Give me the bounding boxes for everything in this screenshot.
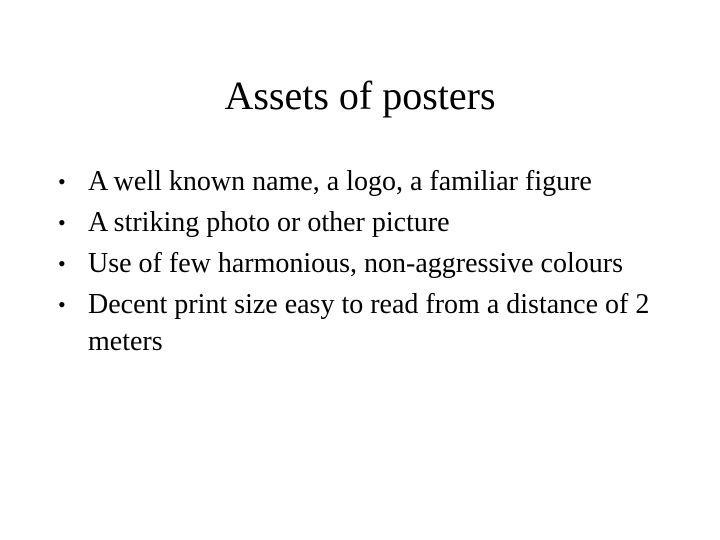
bullet-marker: • (58, 292, 66, 317)
bullet-marker: • (58, 169, 66, 194)
bullet-item-print-size (58, 286, 658, 360)
slide-title: Assets of posters (224, 73, 496, 118)
bullet-item-striking-photo (58, 204, 658, 241)
bullet-text: A striking photo or other picture (88, 207, 450, 238)
bullet-item-harmonious-colours (58, 245, 658, 282)
bullet-text: A well known name, a logo, a familiar figure (88, 166, 592, 197)
bullet-marker: • (58, 251, 66, 276)
bullet-item-name-logo-figure (58, 163, 658, 200)
bullet-marker: • (58, 210, 66, 235)
bullet-text: Decent print size easy to read from a distance of 2 meters (88, 289, 650, 357)
bullet-text: Use of few harmonious, non-aggressive colours (88, 248, 623, 279)
bullet-list (58, 163, 658, 364)
